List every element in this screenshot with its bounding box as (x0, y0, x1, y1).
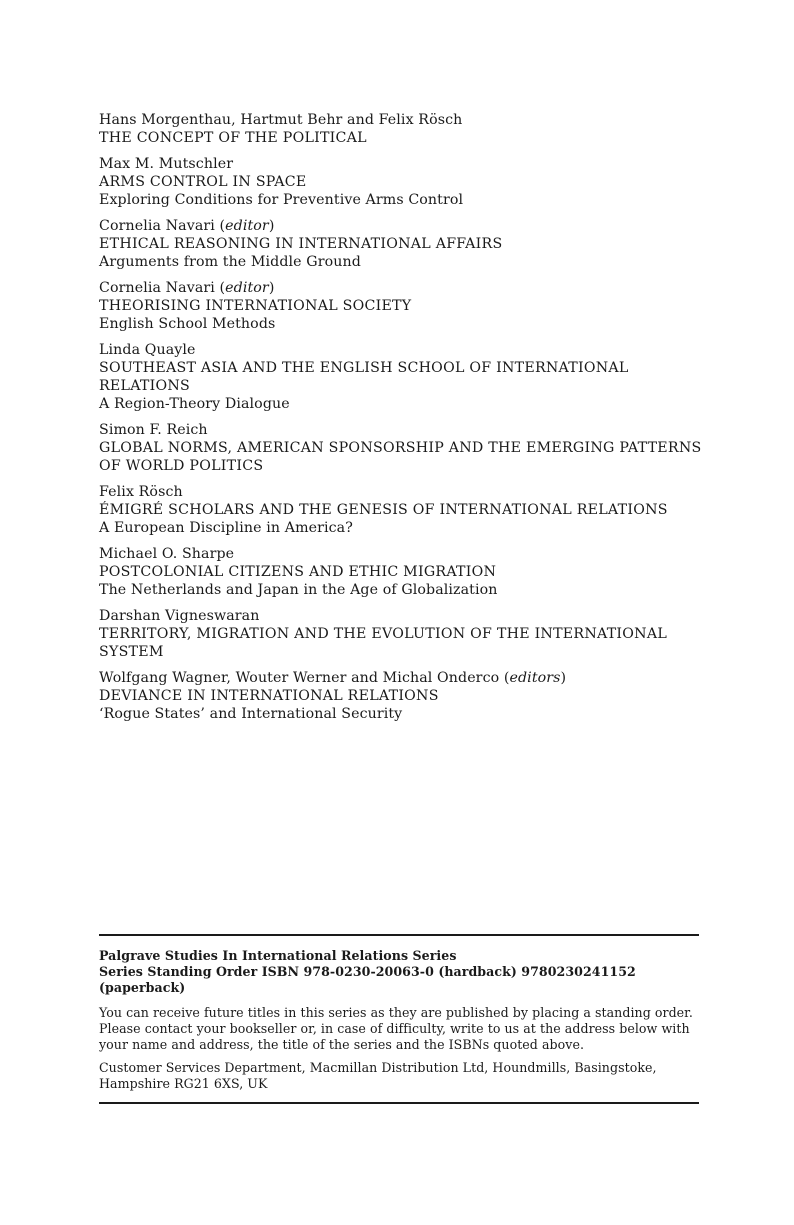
editor-note: editor (225, 280, 269, 296)
book-title: GLOBAL NORMS, AMERICAN SPONSORSHIP AND THE EMERGING PATTERNS OF WORLD POLITICS (99, 440, 702, 474)
book-author (99, 111, 704, 129)
book-author (99, 607, 704, 625)
author-names: Wolfgang Wagner, Wouter Werner and Michal Onderco ( (99, 670, 510, 686)
book-author (99, 217, 704, 235)
author-suffix: ) (560, 670, 567, 686)
book-author (99, 279, 704, 297)
book-title: POSTCOLONIAL CITIZENS AND ETHIC MIGRATION (99, 564, 497, 580)
book-list (99, 111, 704, 731)
author-names: Cornelia Navari ( (99, 218, 226, 234)
editor-note: editors (509, 670, 561, 686)
book-author (99, 669, 704, 687)
book-entry (99, 341, 704, 413)
book-title: ÉMIGRÉ SCHOLARS AND THE GENESIS OF INTERNATIONAL RELATIONS (99, 502, 668, 518)
book-title: ETHICAL REASONING IN INTERNATIONAL AFFAIRS (99, 236, 503, 252)
book-subtitle: English School Methods (99, 316, 276, 332)
author-names: Cornelia Navari ( (99, 280, 226, 296)
book-subtitle: The Netherlands and Japan in the Age of Globalization (99, 582, 498, 598)
book-subtitle: Arguments from the Middle Ground (99, 254, 361, 270)
book-entry (99, 279, 704, 333)
series-standing-order-isbn: Series Standing Order ISBN 978-0230-20063-0 (hardback) 9780230241152 (paperback) (99, 964, 636, 995)
book-entry (99, 607, 704, 661)
author-names: Max M. Mutschler (99, 156, 234, 172)
book-author (99, 483, 704, 501)
book-author (99, 545, 704, 563)
author-names: Linda Quayle (99, 342, 196, 358)
author-names: Simon F. Reich (99, 422, 208, 438)
book-subtitle: A European Discipline in America? (99, 520, 353, 536)
standing-order-instructions: You can receive future titles in this series as they are published by placing a standing order. Please contact your bookseller or, in case of difficulty, write to us at the address below with your name and address, the title of the series and the ISBNs quoted above. (99, 1005, 693, 1052)
book-title: THE CONCEPT OF THE POLITICAL (99, 130, 367, 146)
author-suffix: ) (268, 218, 275, 234)
author-suffix: ) (268, 280, 275, 296)
author-names: Hans Morgenthau, Hartmut Behr and Felix Rösch (99, 112, 463, 128)
book-author (99, 341, 704, 359)
author-names: Darshan Vigneswaran (99, 608, 260, 624)
book-subtitle: A Region-Theory Dialogue (99, 396, 290, 412)
book-entry (99, 217, 704, 271)
book-title: THEORISING INTERNATIONAL SOCIETY (99, 298, 412, 314)
book-subtitle: ‘Rogue States’ and International Security (99, 706, 403, 722)
customer-services-address: Customer Services Department, Macmillan Distribution Ltd, Houndmills, Basingstoke, Hampshire RG21 6XS, UK (99, 1060, 657, 1091)
book-author (99, 155, 704, 173)
book-author (99, 421, 704, 439)
book-title: DEVIANCE IN INTERNATIONAL RELATIONS (99, 688, 439, 704)
author-names: Michael O. Sharpe (99, 546, 235, 562)
book-entry (99, 545, 704, 599)
book-subtitle: Exploring Conditions for Preventive Arms Control (99, 192, 464, 208)
author-names: Felix Rösch (99, 484, 183, 500)
series-name: Palgrave Studies In International Relations Series (99, 948, 457, 963)
book-title: SOUTHEAST ASIA AND THE ENGLISH SCHOOL OF INTERNATIONAL RELATIONS (99, 360, 629, 394)
editor-note: editor (225, 218, 269, 234)
book-entry (99, 421, 704, 475)
book-entry (99, 483, 704, 537)
book-entry (99, 155, 704, 209)
series-info-box (99, 934, 699, 1104)
book-title: TERRITORY, MIGRATION AND THE EVOLUTION OF THE INTERNATIONAL SYSTEM (99, 626, 667, 660)
book-title: ARMS CONTROL IN SPACE (99, 174, 307, 190)
book-entry (99, 111, 704, 147)
book-entry (99, 669, 704, 723)
